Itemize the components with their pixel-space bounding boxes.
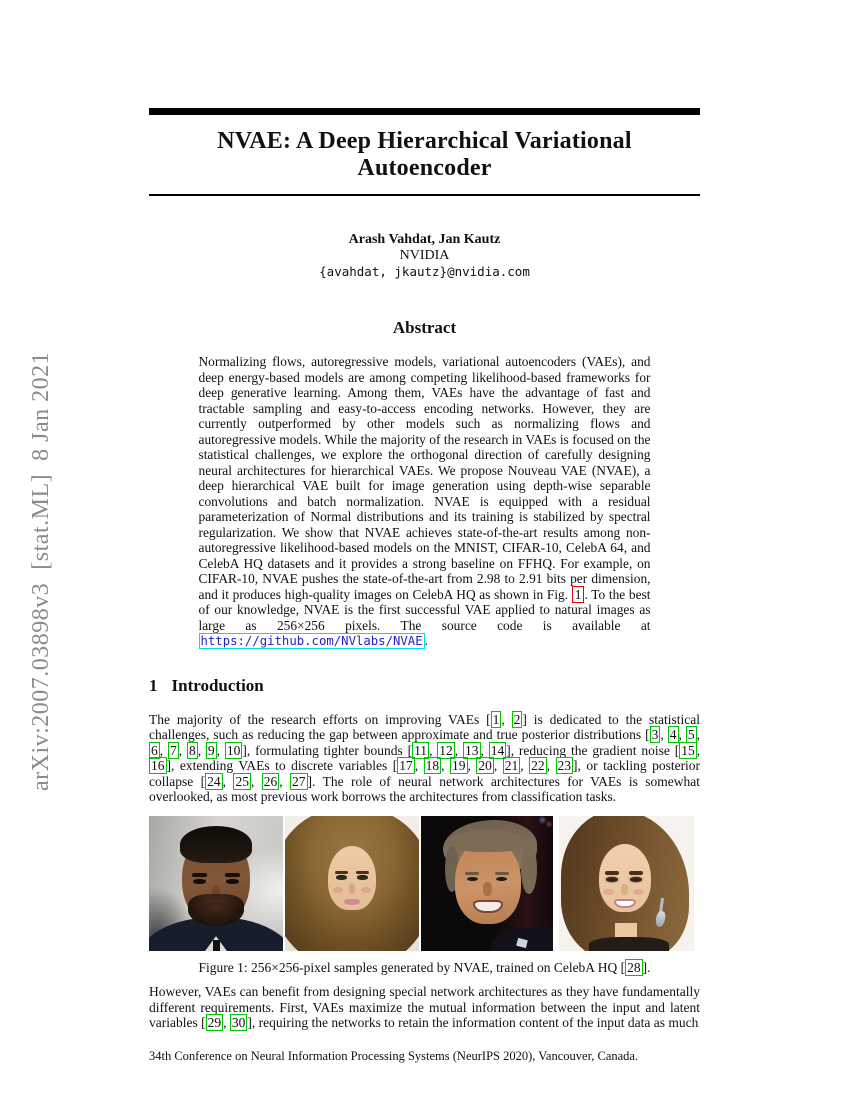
figure1-sample-woman-golden-hair (285, 816, 419, 951)
eyebrow-shape (495, 872, 509, 875)
citation-link[interactable]: 3 (651, 727, 659, 743)
citation-link[interactable]: 19 (452, 758, 466, 774)
citation-link[interactable]: 24 (207, 773, 221, 789)
citation-link[interactable]: 27 (292, 773, 306, 789)
citation-link[interactable]: 11 (414, 742, 428, 758)
abstract-text: Normalizing flows, autoregressive models, variational autoencoders (VAEs), and deep energy-based models are among competing likelihood-based frameworks for deep generative learning. Among them, VAEs have the advantage of fast and tractable sampling and easy-to-access encoding networks. However, they are currently outperformed by other models such as normalizing flows and autoregressive models. While the majority of the research in VAEs is focused on the statistical challenges, we explore the orthogonal direction of carefully designing neural architectures for hierarchical VAEs. We propose Nouveau VAE (NVAE), a deep hierarchical VAE built for image generation using depth-wise separable convolutions and batch normalization. NVAE is equipped with a residual parameterization of Normal distributions and its training is stabilized by spectral regularization. We show that NVAE achieves state-of-the-art results among non-autoregressive likelihood-based models on the MNIST, CIFAR-10, CelebA 64, and CelebA HQ datasets and it provides a strong baseline on FFHQ. For example, on CIFAR-10, NVAE pushes the state-of-the-art from 2.98 to 2.91 bits per dimension, and it produces high-quality images on CelebA HQ as shown in Fig. 1 . To the best of our knowledge, NVAE is the first successful VAE applied to natural images as large as 256×256 pixels. The source code is available at https://github.com/NVlabs/NVAE . (198, 354, 651, 648)
figure1-caption: Figure 1: 256×256-pixel samples generated by NVAE, trained on CelebA HQ [ 28 ]. (198, 960, 651, 976)
author-emails: {avahdat, jkautz}@nvidia.com (319, 264, 530, 279)
hair-shape (180, 826, 252, 863)
citation-link[interactable]: 26 (263, 773, 278, 789)
citation-link[interactable]: 18 (425, 758, 440, 774)
figure1-sample-smiling-woman (559, 816, 694, 951)
nose-shape (621, 884, 628, 895)
citation-link[interactable]: 14 (490, 742, 505, 758)
citation-link[interactable]: 1 (492, 711, 500, 727)
abstract-heading: Abstract (392, 318, 457, 337)
citation-link[interactable]: 17 (399, 758, 413, 774)
figure1-sample-smiling-older-man (421, 816, 553, 951)
citation-link[interactable]: 15 (681, 742, 695, 758)
nose-shape (483, 882, 492, 896)
main-column (149, 0, 700, 1064)
clothing-shape (589, 937, 669, 951)
citation-link[interactable]: 4 (669, 727, 677, 743)
author-block (149, 232, 700, 279)
citation-link[interactable]: 23 (557, 758, 571, 774)
citation-link[interactable]: 8 (188, 742, 196, 758)
arxiv-watermark: arXiv:2007.03898v3 [stat.ML] 8 Jan 2021 (28, 351, 54, 791)
figure-reference-link[interactable]: 1 (572, 586, 585, 603)
intro-paragraph-1: The majority of the research efforts on improving VAEs [ 1 , 2 ] is dedicated to the statistical challenges, such as reducing the gap between approximate and true posterior distributions [ 3 , 4 , 5 , 6 , 7 , 8 , 9 , 10 ], formulating tighter bounds [ 11 , 12 , 13 , 14 ], reducing the gradient noise [ 15 , 16 ], extending VAEs to discrete variables [ 17 , 18 , 19 , 20 , 21 , 22 , 23 ], or tackling posterior collapse [ 24 , 25 , 26 , 27 ]. The role of neural network architectures for VAEs is somewhat overlooked, as most previous work borrows the architectures from classification tasks. (149, 711, 701, 805)
mouth-shape (207, 902, 225, 905)
footnote-conference: 34th Conference on Neural Information Processing Systems (NeurIPS 2020), Vancouver, Canada. (149, 1048, 639, 1063)
citation-link[interactable]: 21 (504, 758, 519, 774)
hair-side-shape (521, 844, 537, 894)
author-names: Arash Vahdat, Jan Kautz (348, 232, 501, 247)
eyebrow-shape (605, 871, 619, 875)
citation-link[interactable]: 6 (151, 742, 158, 758)
eyebrow-shape (356, 871, 369, 874)
beard-shape (188, 894, 244, 926)
citation-link[interactable]: 9 (207, 742, 215, 758)
hair-fringe-shape (451, 830, 525, 852)
section-heading-introduction (149, 676, 700, 696)
citation-link[interactable]: 10 (226, 742, 241, 758)
body-paragraph-2: However, VAEs can benefit from designing special network architectures as they have fundamentally different requirements. First, VAEs maximize the mutual information between the input and latent variables [ 29 , 30 ], requiring the networks to retain the information content of the input data as much (149, 984, 700, 1031)
section-title: Introduction (171, 675, 264, 695)
title-rule-bottom (149, 194, 700, 196)
citation-link[interactable]: 5 (687, 727, 695, 743)
eyebrow-shape (465, 872, 479, 875)
citation-link[interactable]: 28 (627, 960, 641, 976)
citation-link[interactable]: 20 (478, 758, 492, 774)
eyebrow-shape (629, 871, 643, 875)
citation-link[interactable]: 12 (439, 742, 453, 758)
tie-shape (213, 940, 220, 951)
citation-link[interactable]: 2 (513, 711, 521, 727)
citation-link[interactable]: 30 (231, 1015, 246, 1031)
paper-title: NVAE: A Deep Hierarchical Variational Autoencoder (217, 128, 632, 181)
affiliation: NVIDIA (399, 248, 450, 263)
figure1-images (149, 816, 700, 951)
citation-link[interactable]: 13 (465, 742, 479, 758)
citation-link[interactable]: 22 (531, 758, 545, 774)
eye-shape (193, 879, 206, 884)
eyebrow-shape (192, 873, 207, 877)
eyebrow-shape (225, 873, 240, 877)
nose-shape (349, 883, 355, 894)
citation-link[interactable]: 16 (151, 758, 165, 774)
citation-link[interactable]: 25 (235, 773, 249, 789)
section-number: 1 (149, 675, 158, 695)
citation-link[interactable]: 7 (169, 742, 177, 758)
figure1-sample-man-in-suit (149, 816, 283, 951)
github-url-link[interactable]: https://github.com/NVlabs/NVAE (200, 634, 423, 648)
eyebrow-shape (335, 871, 348, 874)
eye-shape (226, 879, 239, 884)
title-rule-top (149, 108, 700, 115)
citation-link[interactable]: 29 (207, 1015, 222, 1031)
